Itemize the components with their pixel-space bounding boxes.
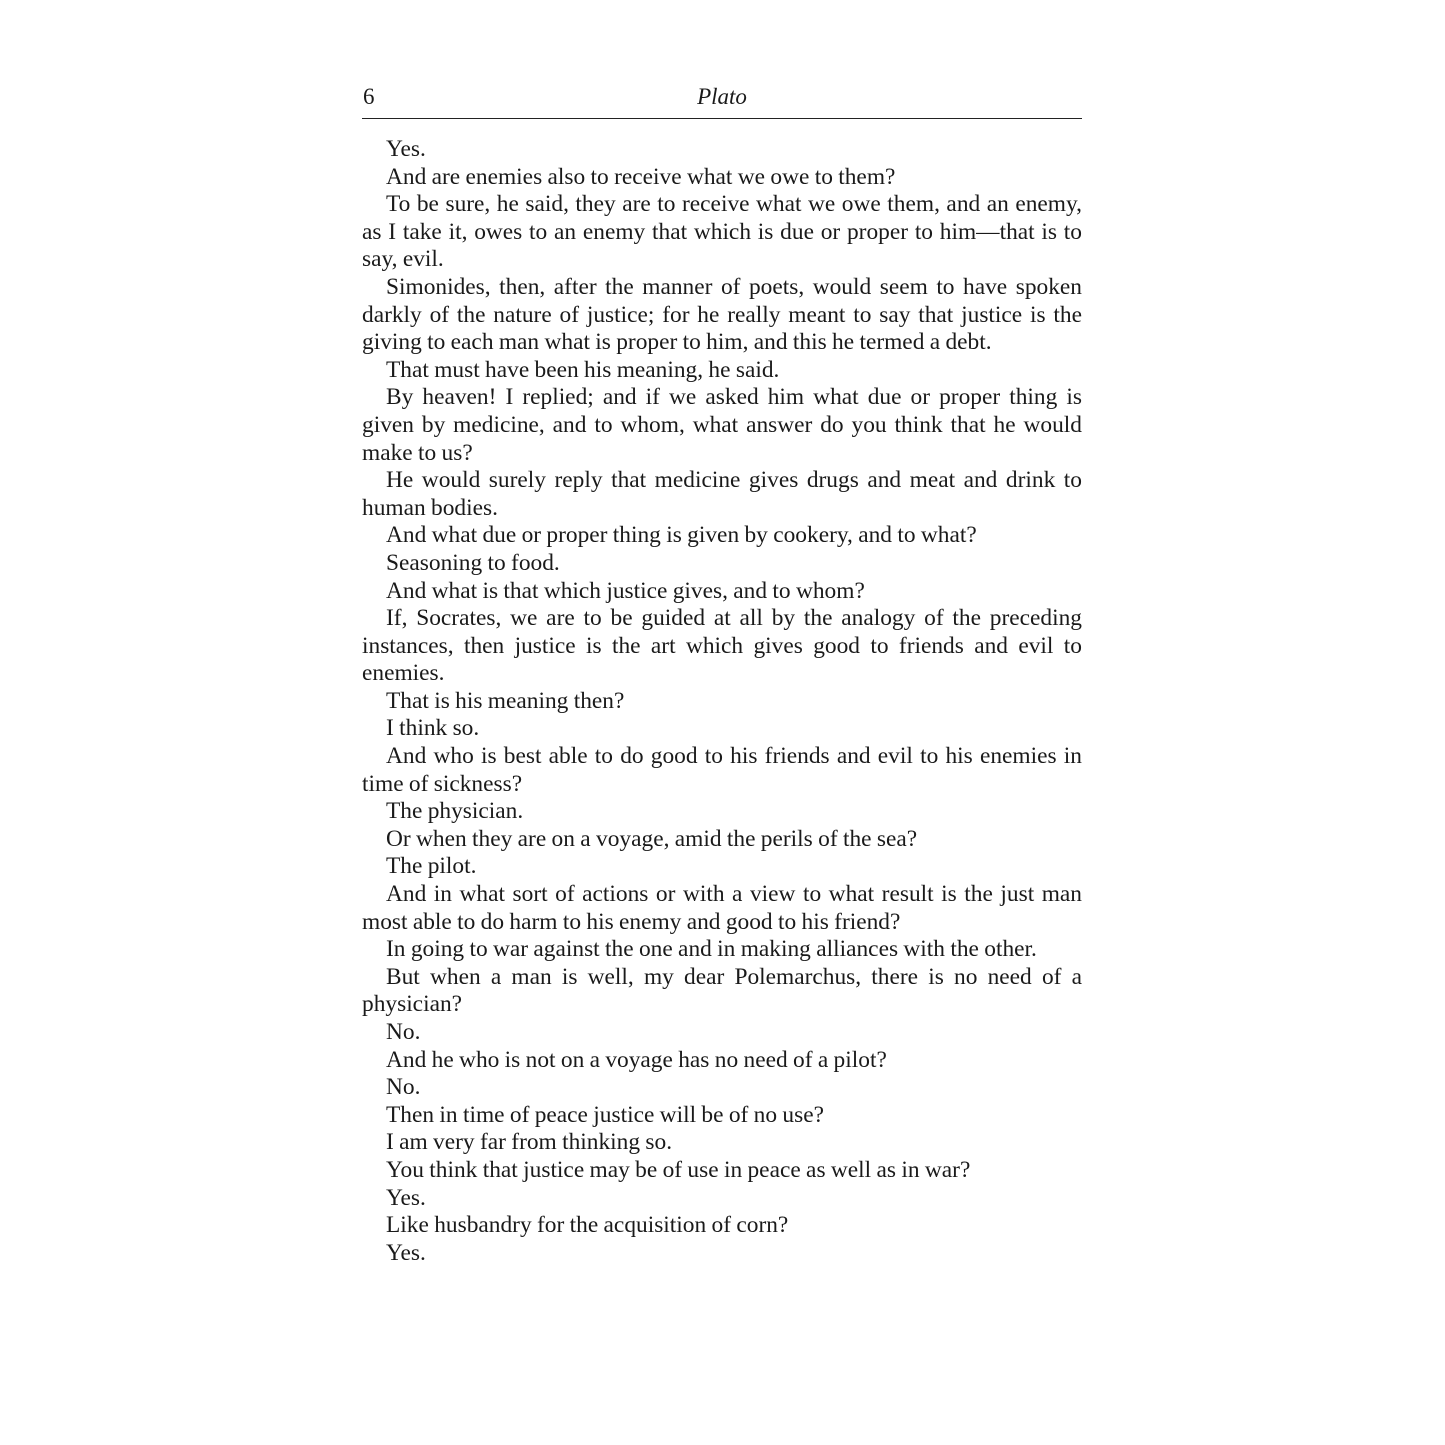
paragraph: But when a man is well, my dear Polemarchus, there is no need of a physician? bbox=[362, 963, 1082, 1018]
paragraph: In going to war against the one and in making alliances with the other. bbox=[386, 936, 1037, 963]
paragraph: That is his meaning then? bbox=[386, 687, 625, 714]
paragraph: I am very far from thinking so. bbox=[386, 1129, 673, 1156]
paragraph: To be sure, he said, they are to receive what we owe them, and an enemy, as I take it, owes to an enemy that which is due or proper to him—that is to say, evil. bbox=[362, 191, 1082, 273]
paragraph: And he who is not on a voyage has no need of a pilot? bbox=[386, 1046, 887, 1073]
paragraph: And what is that which justice gives, and to whom? bbox=[386, 577, 865, 604]
paragraph: And in what sort of actions or with a view to what result is the just man most able to do harm to his enemy and good to his friend? bbox=[362, 881, 1082, 935]
paragraph: Yes. bbox=[386, 1239, 426, 1266]
paragraph: No. bbox=[386, 1019, 421, 1045]
page-number: 6 bbox=[363, 84, 375, 109]
book-page bbox=[362, 82, 1082, 1267]
paragraph: And are enemies also to receive what we owe to them? bbox=[386, 163, 896, 190]
running-title: Plato bbox=[697, 84, 747, 109]
paragraph: Seasoning to food. bbox=[386, 549, 560, 576]
paragraph: Or when they are on a voyage, amid the perils of the sea? bbox=[386, 825, 918, 852]
paragraph: The physician. bbox=[386, 798, 524, 825]
paragraph: If, Socrates, we are to be guided at all by the analogy of the preceding instances, then justice is the art which gives good to friends and evil to enemies. bbox=[362, 605, 1082, 687]
paragraph: By heaven! I replied; and if we asked him what due or proper thing is given by medicine, and to whom, what answer do you think that he would make to us? bbox=[362, 384, 1082, 466]
paragraph: That must have been his meaning, he said. bbox=[386, 356, 780, 383]
body-text bbox=[362, 136, 1082, 1267]
paragraph: And who is best able to do good to his friends and evil to his enemies in time of sickness? bbox=[362, 743, 1082, 797]
paragraph: Like husbandry for the acquisition of corn? bbox=[386, 1212, 789, 1239]
paragraph: You think that justice may be of use in peace as well as in war? bbox=[386, 1156, 971, 1183]
paragraph: He would surely reply that medicine gives drugs and meat and drink to human bodies. bbox=[362, 467, 1082, 521]
paragraph: Yes. bbox=[386, 136, 426, 162]
paragraph: And what due or proper thing is given by cookery, and to what? bbox=[386, 522, 977, 549]
paragraph: Simonides, then, after the manner of poets, would seem to have spoken darkly of the nature of justice; for he really meant to say that justice is the giving to each man what is proper to him, and this he termed a debt. bbox=[362, 273, 1082, 356]
paragraph: Then in time of peace justice will be of no use? bbox=[386, 1101, 824, 1128]
paragraph: The pilot. bbox=[386, 853, 477, 880]
paragraph: No. bbox=[386, 1074, 421, 1101]
paragraph: Yes. bbox=[386, 1184, 426, 1211]
running-head bbox=[362, 82, 1082, 119]
paragraph: I think so. bbox=[386, 715, 480, 742]
